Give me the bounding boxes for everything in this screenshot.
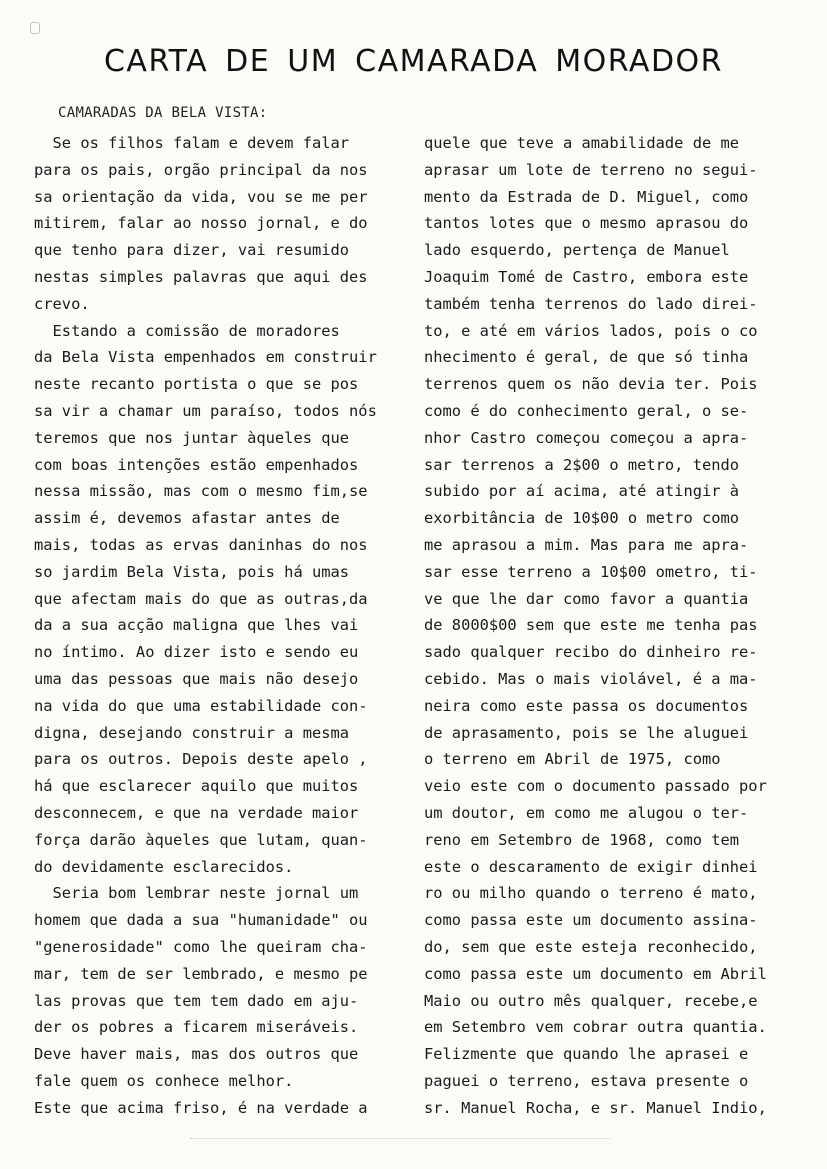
text-line: teremos que nos juntar àqueles que [34,428,350,447]
text-line: um doutor, em como me alugou o ter- [424,803,749,822]
text-line: como passa este um documento assina- [424,911,758,930]
page-title: CARTA DE UM CAMARADA MORADOR [103,44,724,79]
text-line: ro ou milho quando o terreno é mato, [424,884,758,903]
text-line: o terreno em Abril de 1975, como [424,750,721,769]
text-line: em Setembro vem cobrar outra quantia. [424,1018,767,1037]
text-line: Maio ou outro mês qualquer, recebe,e [424,991,758,1010]
text-line: quele que teve a amabilidade de me [424,134,740,152]
text-line: veio este com o documento passado por [424,777,767,796]
text-line: "generosidade" como lhe queiram cha- [34,937,368,956]
corner-mark [30,22,40,34]
text-line: desconnecem, e que na verdade maior [34,803,359,822]
text-line: sr. Manuel Rocha, e sr. Manuel Indio, [424,1098,767,1117]
text-line: sado qualquer recibo do dinheiro re- [424,643,758,662]
text-line: na vida do que uma estabilidade con- [34,696,368,715]
text-line: de 8000$00 sem que este me tenha pas [424,616,758,635]
text-line: fale quem os conhece melhor. [34,1071,294,1090]
text-line: homem que dada a sua "humanidade" ou [34,911,368,930]
text-line: que tenho para dizer, vai resumido [34,241,350,260]
text-line: uma das pessoas que mais não desejo [34,669,359,688]
text-line: assim é, devemos afastar antes de [34,509,340,528]
bottom-rule [190,1138,610,1139]
text-line: nhor Castro começou começou a apra- [424,428,749,447]
text-line: sa vir a chamar um paraíso, todos nós [34,401,377,420]
text-line: crevo. [34,294,90,313]
text-line: para os pais, orgão principal da nos [34,160,368,179]
text-line: mais, todas as ervas daninhas do nos [34,535,368,554]
text-line: to, e até em vários lados, pois o co [424,321,758,340]
text-line: neste recanto portista o que se pos [34,375,359,394]
text-line: do, sem que este esteja reconhecido, [424,937,758,956]
text-line: neira como este passa os documentos [424,696,749,715]
text-line: mitirem, falar ao nosso jornal, e do [34,214,368,233]
text-line: também tenha terrenos do lado direi- [424,294,758,313]
left-column [34,130,396,1121]
text-line: aprasar um lote de terreno no segui- [424,160,758,179]
text-line: de aprasamento, pois se lhe aluguei [424,723,749,742]
text-line: da Bela Vista empenhados em construir [34,348,377,367]
text-line: nhecimento é geral, de que só tinha [424,348,749,367]
salutation: CAMARADAS DA BELA VISTA: [58,105,268,121]
text-line: Seria bom lembrar neste jornal um [34,884,359,903]
text-line: com boas intenções estão empenhados [34,455,359,474]
text-line: ve que lhe dar como favor a quantia [424,589,749,608]
text-line: lado esquerdo, pertença de Manuel [424,241,730,260]
text-line: sar esse terreno a 10$00 ometro, ti- [424,562,758,581]
right-column [424,130,814,1121]
text-line: digna, desejando construir a mesma [34,723,350,742]
text-line: como passa este um documento em Abril [424,964,767,983]
text-line: Deve haver mais, mas dos outros que [34,1045,359,1064]
text-line: mar, tem de ser lembrado, e mesmo pe [34,964,368,983]
text-line: der os pobres a ficarem miseráveis. [34,1018,359,1037]
text-line: Estando a comissão de moradores [34,321,340,340]
text-line: que afectam mais do que as outras,da [34,589,368,608]
text-line: mento da Estrada de D. Miguel, como [424,187,749,206]
text-line: como é do conhecimento geral, o se- [424,401,749,420]
text-line: nestas simples palavras que aqui des [34,267,368,286]
text-line: terrenos quem os não devia ter. Pois [424,375,758,394]
text-line: paguei o terreno, estava presente o [424,1071,749,1090]
text-line: Se os filhos falam e devem falar [34,134,350,152]
text-line: força darão àqueles que lutam, quan- [34,830,368,849]
text-line: subido por aí acima, até atingir à [424,482,740,501]
text-line: este o descaramento de exigir dinhei [424,857,758,876]
text-line: exorbitância de 10$00 o metro como [424,509,740,528]
text-line: las provas que tem tem dado em aju- [34,991,359,1010]
text-line: para os outros. Depois deste apelo , [34,750,368,769]
text-line: nessa missão, mas com o mesmo fim,se [34,482,368,501]
text-line: so jardim Bela Vista, pois há umas [34,562,350,581]
text-line: no íntimo. Ao dizer isto e sendo eu [34,643,359,662]
text-line: reno em Setembro de 1968, como tem [424,830,740,849]
text-line: sa orientação da vida, vou se me per [34,187,368,206]
text-line: há que esclarecer aquilo que muitos [34,777,359,796]
text-line: Este que acima friso, é na verdade a [34,1098,368,1117]
text-line: da a sua acção maligna que lhes vai [34,616,359,635]
text-line: do devidamente esclarecidos. [34,857,294,876]
text-line: sar terrenos a 2$00 o metro, tendo [424,455,740,474]
text-line: me aprasou a mim. Mas para me apra- [424,535,749,554]
text-line: Joaquim Tomé de Castro, embora este [424,267,749,286]
text-line: tantos lotes que o mesmo aprasou do [424,214,749,233]
text-line: Felizmente que quando lhe aprasei e [424,1045,749,1064]
text-line: cebido. Mas o mais violável, é a ma- [424,669,758,688]
